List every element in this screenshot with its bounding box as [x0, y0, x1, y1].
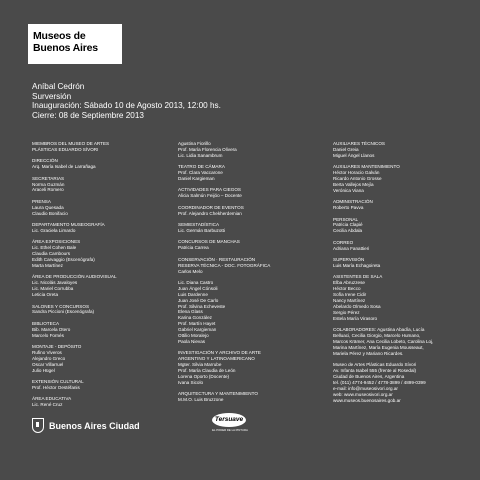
credit-line: Elena Glass: [178, 309, 203, 315]
credit-heading: AUXILIARES MANTENIMIENTO: [333, 164, 400, 170]
credit-block: [32, 176, 162, 194]
credit-line: Luis María Echagoireta: [333, 263, 381, 268]
credit-line: Estela María Virasoro: [333, 315, 378, 321]
credit-heading: COORDINADOR DE EVENTOS: [178, 204, 244, 210]
credit-heading: ASISTENTES DE SALA: [333, 274, 383, 280]
credits-column-1: [32, 141, 162, 414]
credit-line: Av. Infanta Isabel 555 (frente al Rosedal): [333, 368, 417, 374]
credit-heading: BIBLIOTECA: [32, 320, 60, 326]
credit-block: [32, 199, 162, 217]
credit-line: Alicia Salmún Feijóo – Docente: [178, 193, 242, 199]
credit-line: Lic. Lidia Sanambrum: [178, 152, 223, 158]
credit-line: Arq. María Isabel de Larrañaga: [32, 164, 96, 170]
credit-line: Prof. Clara Vaccarone: [178, 170, 223, 176]
credit-heading: SEMIESTADÍSTICA: [178, 222, 220, 228]
credit-line: ARGENTINO Y LATINOAMERICANO: [178, 356, 255, 362]
credits-column-3: [333, 141, 473, 409]
credit-line: M.M.O. Luis Bruzzone: [178, 397, 224, 403]
city-shield-icon: [32, 418, 44, 433]
credit-heading: ACTIVIDADES PARA CIEGOS: [178, 187, 241, 193]
credit-heading: MONTAJE - DEPÓSITO: [32, 344, 82, 350]
credit-heading: ÁREA DE PRODUCCIÓN AUDIOVISUAL: [32, 274, 117, 280]
credit-heading: MIEMBROS DEL MUSEO DE ARTES: [32, 141, 110, 146]
credit-line: Berta Vallejos Mejía: [333, 181, 374, 187]
credit-line: Karina González: [178, 315, 212, 321]
tersuave-tagline: EL PODER DE LA PINTURA: [212, 428, 248, 432]
artist-name: Aníbal Cedrón: [32, 82, 85, 91]
credit-block: [178, 205, 308, 217]
credit-heading: SUPERVISIÓN: [333, 257, 365, 263]
credit-line: Mgter. Silvia Marrube: [178, 362, 222, 368]
credit-heading: EXTENSIÓN CULTURAL: [32, 379, 84, 385]
credit-line: Sofía Irene Cidir: [333, 292, 367, 298]
credit-line: Patricia Carrea: [178, 245, 209, 251]
credit-heading: CONSERVACIÓN · RESTAURACIÓN: [178, 256, 256, 262]
credit-line: Roberto Pavva: [333, 205, 364, 211]
credit-block: [178, 187, 308, 199]
credit-line: Verónica Viana: [333, 187, 364, 193]
credit-line: Juan Ángel Cónsoli: [178, 285, 218, 291]
credit-block: [32, 222, 162, 234]
credit-line: Lic. Nicolás Javaloyes: [32, 280, 78, 286]
credit-heading: PERSONAL: [333, 216, 359, 222]
credit-line: Luis Dardenne: [178, 291, 208, 297]
credit-line: Araceli Romero: [32, 187, 64, 193]
credit-line: Lic. Mariel Corrubba: [32, 286, 74, 292]
credit-line: Ottilio Moralejo: [178, 333, 209, 339]
credit-line: Paola Nievas: [178, 338, 206, 344]
credit-line: Prof. Héctor Oestéfanis: [32, 385, 80, 390]
credit-block: [32, 379, 162, 391]
credit-block: [178, 350, 308, 385]
credit-block: [32, 141, 162, 153]
credit-line: Lic. Graciela Limardo: [32, 227, 76, 233]
credit-block: [178, 239, 308, 251]
credit-line: Norma Guzmán: [32, 181, 65, 187]
credit-line: Carlos Melo: [178, 268, 203, 274]
credit-heading: PRENSA: [32, 198, 51, 204]
credit-line: Daniel Kargieman: [178, 176, 215, 182]
credit-block: [333, 164, 473, 194]
credit-heading: DEPARTAMENTO MUSEOGRAFÍA: [32, 222, 105, 228]
credit-line: Juan José De Carlo: [178, 297, 219, 303]
credit-line: Nancy Martínez: [333, 298, 366, 304]
credit-line: RESERVA TÉCNICA - DOC. FOTOGRÁFICA: [178, 262, 271, 268]
credit-block: [32, 274, 162, 298]
credit-heading: Agustina Fiorillo: [178, 141, 211, 146]
credit-line: Abelardo Olmedo Sosa: [333, 303, 381, 309]
credit-heading: TEATRO DE CÁMARA: [178, 164, 225, 170]
buenos-aires-ciudad-logo: [32, 418, 140, 433]
tersuave-wordmark: Tersuave: [212, 413, 246, 427]
credit-block: [333, 141, 473, 159]
credit-heading: ARQUITECTURA Y MANTENIMIENTO: [178, 391, 258, 397]
credit-line: Bib. Marcela Otero: [32, 326, 71, 332]
credit-line: Alejandro Greco: [32, 355, 66, 361]
credit-line: Prof. María Florencia Olivera: [178, 146, 237, 152]
credit-line: Rufino Viveros: [32, 349, 62, 355]
credit-line: Elba Abruzzese: [333, 280, 365, 286]
logo-line-1: Museos de: [33, 30, 86, 42]
credits-column-2: [178, 141, 308, 409]
credit-heading: INVESTIGACIÓN Y ARCHIVO DE ARTE: [178, 350, 261, 356]
credit-block: [32, 158, 162, 170]
credit-block: [32, 396, 162, 408]
credit-block: [178, 141, 308, 159]
credit-block: [32, 304, 162, 316]
credit-line: Claudio Bonifacio: [32, 210, 68, 216]
credit-block: [333, 199, 473, 211]
credit-line: Prof. María Claudia de León: [178, 368, 236, 374]
credit-line: Julio Hügel: [32, 367, 55, 373]
credit-line: Marcelo Fornés: [32, 332, 64, 338]
credit-heading: ADMINISTRACIÓN: [333, 199, 373, 205]
credit-line: Patricia Clapié: [333, 222, 363, 228]
credit-heading: SECRETARIAS: [32, 175, 65, 181]
credit-line: Lic. René Cruz: [32, 402, 63, 408]
credit-heading: ÁREA EDUCATIVA: [32, 396, 72, 402]
credit-line: Miguel Ángel Llanos: [333, 152, 375, 158]
credit-line: Sergio Pérez: [333, 309, 360, 315]
credit-line: Prof. Silvina Echeveste: [178, 303, 226, 309]
credit-line: Laura Quesada: [32, 204, 64, 210]
credit-line: Claudia Cambours: [32, 251, 71, 257]
credit-heading: ÁREA EXPOSICIONES: [32, 239, 81, 245]
credit-block: [178, 164, 308, 182]
credit-block: [178, 257, 308, 275]
credit-line: www.museos.buenosaires.gob.ar: [333, 397, 401, 403]
credit-line: Gabriel Kargieman: [178, 327, 217, 333]
credit-block: [333, 257, 473, 269]
credit-line: PLÁSTICAS EDUARDO SÍVORI: [32, 146, 99, 152]
credit-line: Ciudad de Buenos Aires, Argentina: [333, 374, 405, 379]
city-logo-text: Buenos Aires Ciudad: [49, 420, 140, 431]
credit-block: [333, 327, 473, 357]
credit-line: Sandra Piccioni (Escenógrafa): [32, 309, 95, 315]
credit-line: Marina Martínez, María Eugenia Mousseaut,: [333, 344, 424, 350]
credit-line: Ricardo Antonio Grosse: [333, 176, 382, 182]
credit-block: [32, 321, 162, 339]
credit-heading: Lic. Diana Castro: [178, 279, 214, 285]
credit-block: [333, 217, 473, 235]
credit-block: [32, 344, 162, 374]
credit-block: [333, 240, 473, 252]
credit-block: [178, 391, 308, 403]
credit-block: [333, 274, 473, 321]
credit-line: Daniel Greia: [333, 146, 359, 152]
credit-line: Cecilia Abdala: [333, 228, 363, 234]
credit-block: [32, 239, 162, 269]
closing-date: Cierre: 08 de Septiembre 2013: [32, 110, 144, 120]
credit-heading: SALONES Y CONCURSOS: [32, 303, 90, 309]
credit-block: [178, 222, 308, 234]
credit-line: Prof. Alejandro Chekherdemian: [178, 210, 242, 216]
opening-date: Inauguración: Sábado 10 de Agosto 2013, 12:00 hs.: [32, 101, 221, 111]
tersuave-logo: [212, 413, 248, 432]
credit-line: Prof. Martín Hayet: [178, 321, 216, 327]
credit-line: Belluaci, Cecilia Giorgio, Marcelo Humano,: [333, 333, 421, 339]
credit-line: e-mail: info@museosivori.org.ar: [333, 385, 398, 391]
credit-line: web: www.museosivori.org.ar: [333, 391, 393, 397]
credit-line: Lic. Ethel Cohen Bale: [32, 245, 77, 251]
credit-line: Lic. Germán Barbuzotti: [178, 227, 225, 233]
logo-line-2: Buenos Aires: [33, 42, 98, 54]
credit-line: tel. (011) 4774-9452 / 4778-3899 / 4899-0399: [333, 379, 426, 385]
credit-block: [178, 280, 308, 345]
credit-line: Ivana Sicolo: [178, 379, 204, 385]
credit-line: Leticia Oreta: [32, 292, 59, 298]
credit-heading: COLABORADORES: Agustina Abadía, Lucía: [333, 327, 425, 333]
credit-line: Marcos Krämer, Ana Cecilia Lobeto, Carolina Loj,: [333, 338, 434, 344]
credit-heading: DIRECCIÓN: [32, 158, 58, 164]
credit-line: Héctor Becco: [333, 286, 361, 292]
museos-logo: [28, 24, 122, 64]
credit-heading: CONCURSOS DE MANCHAS: [178, 239, 240, 245]
credit-line: Adriana Fanattieri: [333, 245, 370, 251]
exhibition-header: [32, 82, 221, 120]
credit-line: Héctor Horacio Galván: [333, 170, 380, 176]
credit-block: [333, 362, 473, 403]
exhibition-title: Surversión: [32, 91, 72, 101]
credit-line: Marta Martínez: [32, 263, 63, 268]
credit-heading: AUXILIARES TÉCNICOS: [333, 141, 385, 146]
credit-heading: CORREO: [333, 239, 354, 245]
credit-line: Mariela Pérez y Mariano Ricardes.: [333, 350, 404, 356]
credit-line: Lorena Oporto (Docente): [178, 374, 230, 379]
credit-line: Oscar Villarruel: [32, 361, 64, 367]
credit-line: Edith Carvaggio (Escenógrafa): [32, 257, 95, 263]
credit-heading: Museo de Artes Plásticas Eduardo Sívori: [333, 362, 417, 368]
